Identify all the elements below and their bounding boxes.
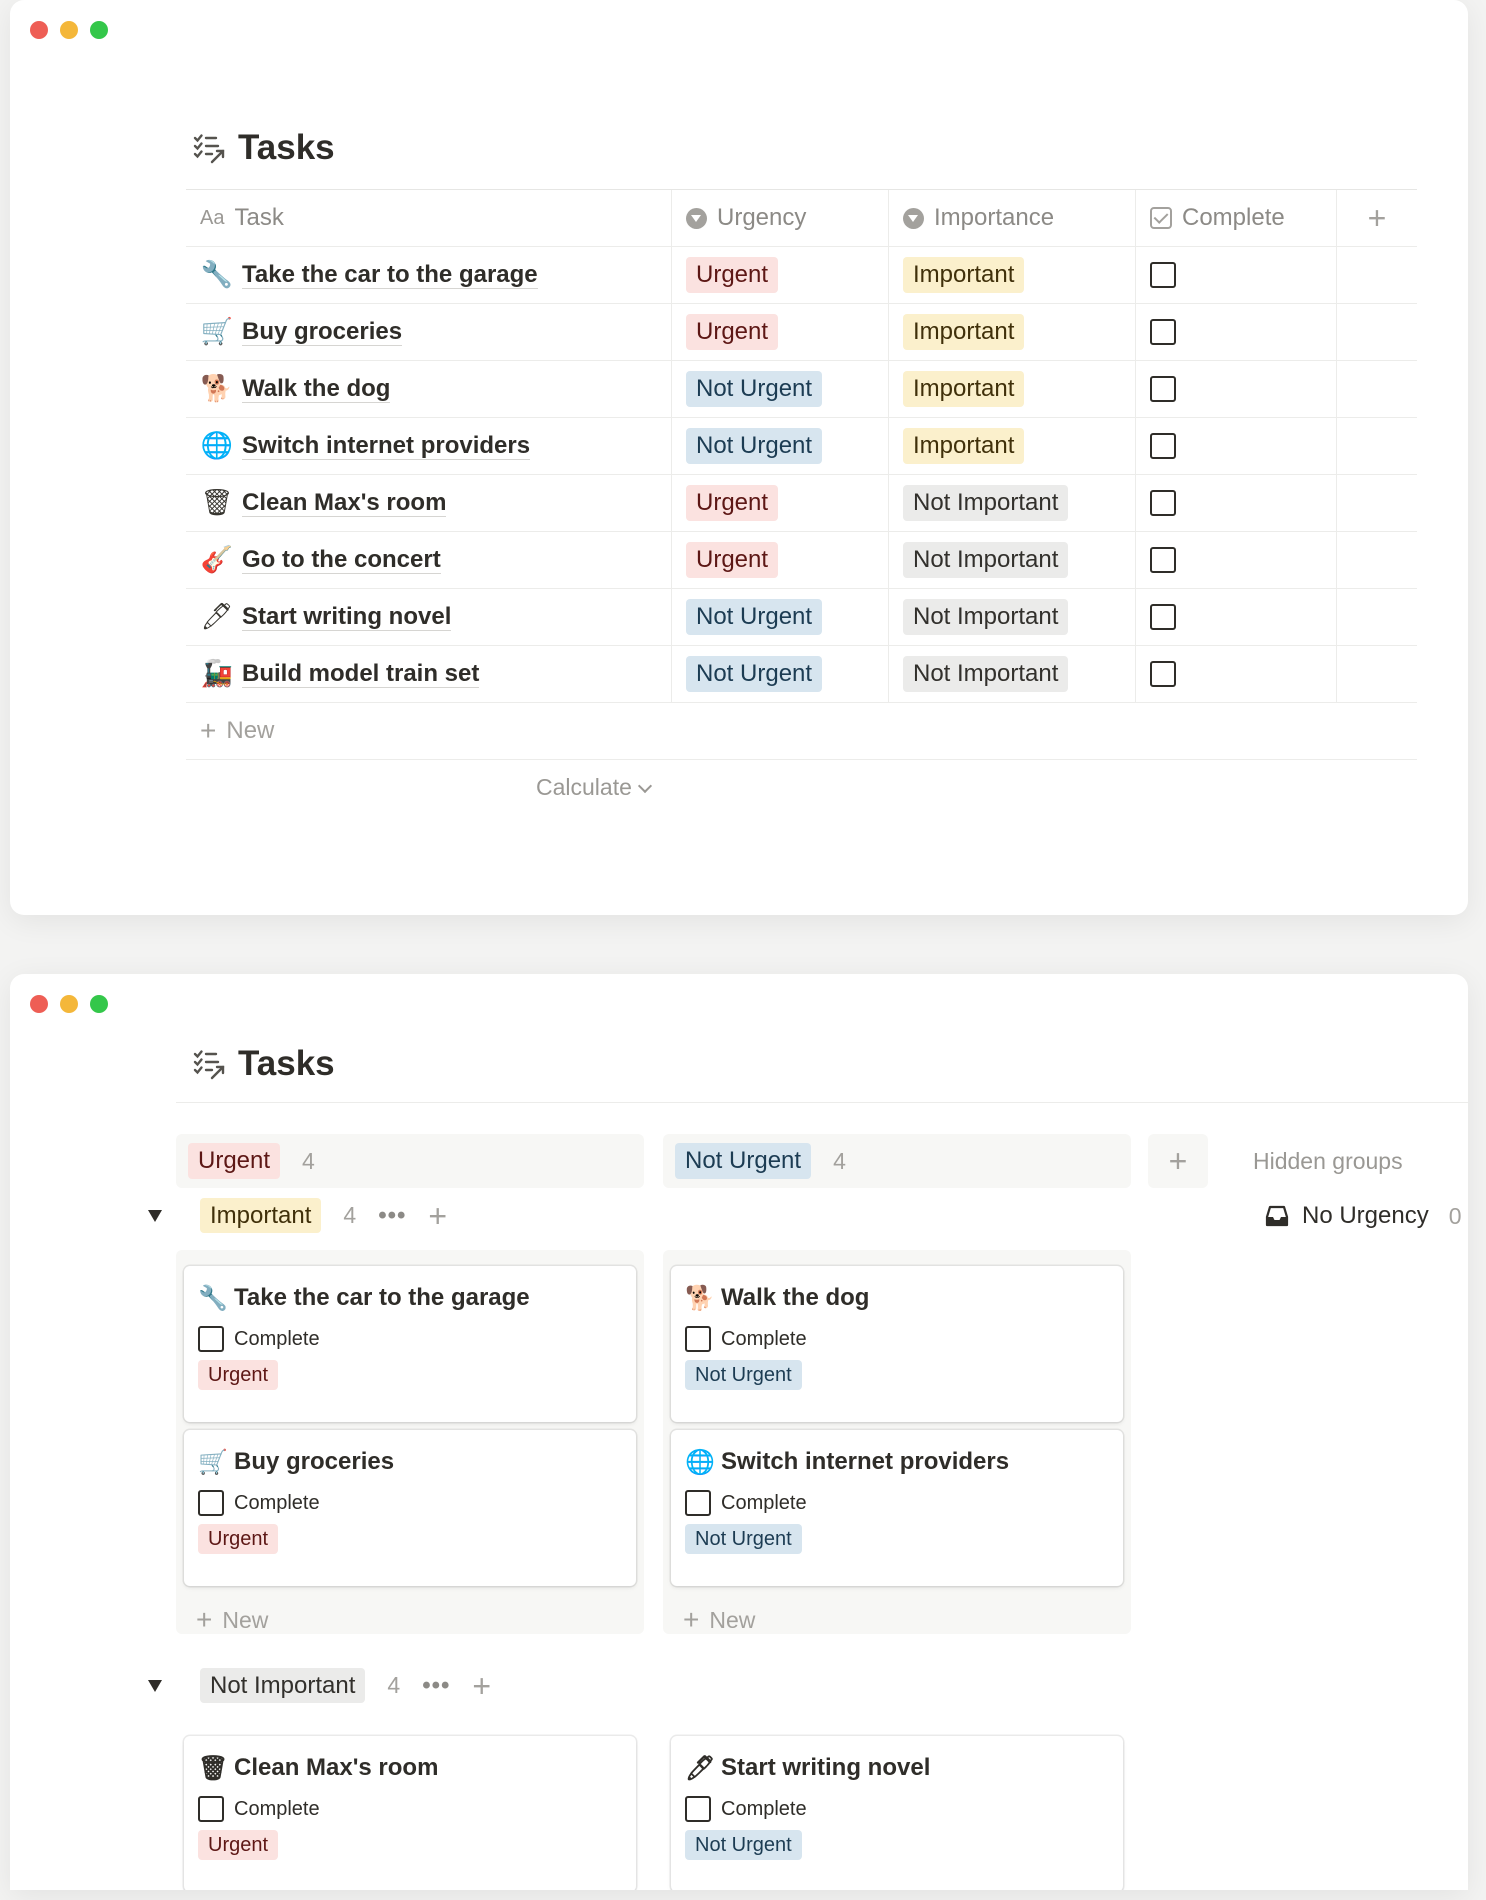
task-name[interactable]: Clean Max's room <box>242 488 447 516</box>
plus-icon: + <box>196 1604 213 1635</box>
new-card-label: New <box>222 1606 269 1633</box>
importance-tag[interactable]: Not Important <box>903 542 1068 577</box>
card-prop-label: Complete <box>721 1491 807 1514</box>
page-title-text: Tasks <box>238 128 335 167</box>
group-count: 4 <box>387 1672 401 1699</box>
globe-icon: 🌐 <box>685 1448 715 1476</box>
complete-checkbox[interactable] <box>1150 376 1176 402</box>
table-row[interactable] <box>186 304 1417 361</box>
table-row[interactable] <box>186 532 1417 589</box>
complete-checkbox[interactable] <box>198 1490 224 1516</box>
urgency-tag[interactable]: Urgent <box>686 314 778 349</box>
shopping-cart-icon: 🛒 <box>198 1448 228 1476</box>
urgency-tag[interactable]: Not Urgent <box>686 599 822 634</box>
complete-checkbox[interactable] <box>685 1796 711 1822</box>
complete-checkbox[interactable] <box>685 1490 711 1516</box>
board-card[interactable] <box>671 1430 1123 1586</box>
page-title <box>192 1044 335 1084</box>
column-label: Task <box>234 204 284 231</box>
importance-tag[interactable]: Important <box>903 371 1024 406</box>
column-header-complete[interactable] <box>1136 190 1337 246</box>
add-card-plus-icon[interactable]: + <box>472 1667 492 1704</box>
importance-tag[interactable]: Important <box>903 257 1024 292</box>
table-header-row <box>186 189 1417 247</box>
table-row[interactable] <box>186 361 1417 418</box>
group-tag: Not Important <box>200 1668 365 1703</box>
board-card[interactable] <box>671 1266 1123 1422</box>
column-label: Complete <box>1182 204 1285 231</box>
calculate-dropdown[interactable] <box>536 774 650 801</box>
close-window-button[interactable] <box>30 995 48 1013</box>
task-name[interactable]: Switch internet providers <box>242 431 531 459</box>
title-divider <box>176 1102 1468 1103</box>
minimize-window-button[interactable] <box>60 21 78 39</box>
complete-checkbox[interactable] <box>198 1796 224 1822</box>
card-prop-label: Complete <box>721 1797 807 1820</box>
select-property-icon <box>903 208 924 229</box>
column-count: 4 <box>833 1147 846 1174</box>
card-prop-label: Complete <box>234 1797 320 1820</box>
table-row[interactable] <box>186 475 1417 532</box>
table-row[interactable] <box>186 589 1417 646</box>
more-options-icon[interactable]: ••• <box>422 1671 451 1699</box>
tasks-table <box>186 189 1417 760</box>
urgency-tag[interactable]: Not Urgent <box>686 428 822 463</box>
hidden-groups-label: Hidden groups <box>1253 1148 1403 1174</box>
maximize-window-button[interactable] <box>90 995 108 1013</box>
add-group-button[interactable] <box>1148 1134 1208 1188</box>
window-controls <box>30 995 108 1013</box>
complete-checkbox[interactable] <box>1150 319 1176 345</box>
importance-tag[interactable]: Not Important <box>903 656 1068 691</box>
urgency-tag: Not Urgent <box>685 1360 802 1390</box>
board-card[interactable] <box>671 1736 1123 1890</box>
column-header-importance[interactable] <box>889 190 1136 246</box>
plus-icon: + <box>683 1604 700 1635</box>
hidden-group-label: No Urgency <box>1302 1202 1429 1229</box>
new-card-button[interactable] <box>196 1606 268 1634</box>
urgency-tag[interactable]: Not Urgent <box>686 371 822 406</box>
plus-icon: + <box>1168 1143 1188 1179</box>
checkbox-property-icon <box>1150 207 1172 229</box>
card-title: Buy groceries <box>234 1448 395 1475</box>
column-tag: Not Urgent <box>675 1143 811 1178</box>
tasks-checklist-icon <box>192 1047 226 1081</box>
task-name[interactable]: Build model train set <box>242 659 480 687</box>
importance-tag[interactable]: Not Important <box>903 599 1068 634</box>
urgency-tag: Urgent <box>198 1524 278 1554</box>
new-card-button[interactable] <box>683 1606 755 1634</box>
globe-icon: 🌐 <box>200 431 234 461</box>
column-tag: Urgent <box>188 1143 280 1178</box>
guitar-icon: 🎸 <box>200 545 234 575</box>
urgency-tag: Not Urgent <box>685 1830 802 1860</box>
card-title: Start writing novel <box>721 1754 931 1781</box>
board-column-header-urgent[interactable] <box>176 1134 644 1188</box>
column-count: 4 <box>302 1147 315 1174</box>
wrench-icon: 🔧 <box>198 1284 228 1312</box>
board-card[interactable] <box>184 1430 636 1586</box>
column-header-task[interactable] <box>186 190 672 246</box>
group-count: 4 <box>343 1202 357 1229</box>
add-card-plus-icon[interactable]: + <box>428 1197 448 1234</box>
card-prop-label: Complete <box>234 1491 320 1514</box>
close-window-button[interactable] <box>30 21 48 39</box>
complete-checkbox[interactable] <box>1150 604 1176 630</box>
table-row[interactable] <box>186 247 1417 304</box>
new-row-button[interactable] <box>186 703 1417 760</box>
table-row[interactable] <box>186 418 1417 475</box>
card-title: Switch internet providers <box>721 1448 1010 1475</box>
new-row-label: New <box>226 717 275 744</box>
text-property-icon: Aa <box>200 206 225 229</box>
tasks-checklist-icon <box>192 131 226 165</box>
board-column-header-not-urgent[interactable] <box>663 1134 1131 1188</box>
task-name[interactable]: Walk the dog <box>242 374 391 402</box>
card-title: Clean Max's room <box>234 1754 439 1781</box>
collapse-caret-icon[interactable] <box>148 1210 162 1222</box>
task-name[interactable]: Start writing novel <box>242 602 452 630</box>
hidden-group-no-urgency[interactable] <box>1264 1202 1462 1230</box>
shopping-cart-icon: 🛒 <box>200 317 234 347</box>
complete-checkbox[interactable] <box>198 1326 224 1352</box>
board-view-window <box>10 974 1468 1890</box>
group-header-important[interactable] <box>148 1198 447 1233</box>
dog-icon: 🐕 <box>200 374 234 404</box>
complete-checkbox[interactable] <box>1150 490 1176 516</box>
page-title-text: Tasks <box>238 1044 335 1083</box>
wastebasket-icon: 🗑 <box>198 1754 229 1782</box>
urgency-tag[interactable]: Urgent <box>686 257 778 292</box>
card-prop-label: Complete <box>234 1327 320 1350</box>
column-label: Urgency <box>717 204 807 231</box>
importance-tag[interactable]: Not Important <box>903 485 1068 520</box>
task-name[interactable]: Go to the concert <box>242 545 441 573</box>
board-card[interactable] <box>184 1736 636 1890</box>
new-card-label: New <box>709 1606 756 1633</box>
pen-icon: 🖊 <box>200 602 234 632</box>
table-row[interactable] <box>186 646 1417 703</box>
task-name[interactable]: Buy groceries <box>242 317 403 345</box>
pen-icon: 🖊 <box>685 1754 716 1782</box>
wrench-icon: 🔧 <box>200 260 234 290</box>
board-card[interactable] <box>184 1266 636 1422</box>
add-property-button[interactable] <box>1337 190 1417 246</box>
complete-checkbox[interactable] <box>1150 661 1176 687</box>
wastebasket-icon: 🗑 <box>200 488 234 518</box>
complete-checkbox[interactable] <box>1150 547 1176 573</box>
urgency-tag[interactable]: Urgent <box>686 542 778 577</box>
group-header-not-important[interactable] <box>148 1668 491 1703</box>
page-title <box>192 128 335 168</box>
urgency-tag: Not Urgent <box>685 1524 802 1554</box>
hidden-group-count: 0 <box>1448 1202 1462 1229</box>
train-icon: 🚂 <box>200 659 234 689</box>
collapse-caret-icon[interactable] <box>148 1680 162 1692</box>
urgency-tag: Urgent <box>198 1360 278 1390</box>
minimize-window-button[interactable] <box>60 995 78 1013</box>
plus-icon: + <box>200 715 217 746</box>
window-controls <box>30 21 108 39</box>
inbox-icon <box>1264 1203 1290 1229</box>
column-label: Importance <box>934 204 1055 231</box>
more-options-icon[interactable]: ••• <box>378 1201 407 1229</box>
chevron-down-icon <box>638 778 652 792</box>
card-title: Take the car to the garage <box>234 1284 530 1311</box>
column-header-urgency[interactable] <box>672 190 889 246</box>
urgency-tag: Urgent <box>198 1830 278 1860</box>
complete-checkbox[interactable] <box>685 1326 711 1352</box>
table-view-window <box>10 0 1468 915</box>
complete-checkbox[interactable] <box>1150 262 1176 288</box>
card-prop-label: Complete <box>721 1327 807 1350</box>
complete-checkbox[interactable] <box>1150 433 1176 459</box>
maximize-window-button[interactable] <box>90 21 108 39</box>
importance-tag[interactable]: Important <box>903 314 1024 349</box>
calculate-label: Calculate <box>536 774 632 800</box>
plus-icon: + <box>1367 200 1387 236</box>
importance-tag[interactable]: Important <box>903 428 1024 463</box>
task-name[interactable]: Take the car to the garage <box>242 260 538 288</box>
group-tag: Important <box>200 1198 321 1233</box>
urgency-tag[interactable]: Not Urgent <box>686 656 822 691</box>
card-title: Walk the dog <box>721 1284 870 1311</box>
dog-icon: 🐕 <box>685 1284 715 1312</box>
urgency-tag[interactable]: Urgent <box>686 485 778 520</box>
select-property-icon <box>686 208 707 229</box>
